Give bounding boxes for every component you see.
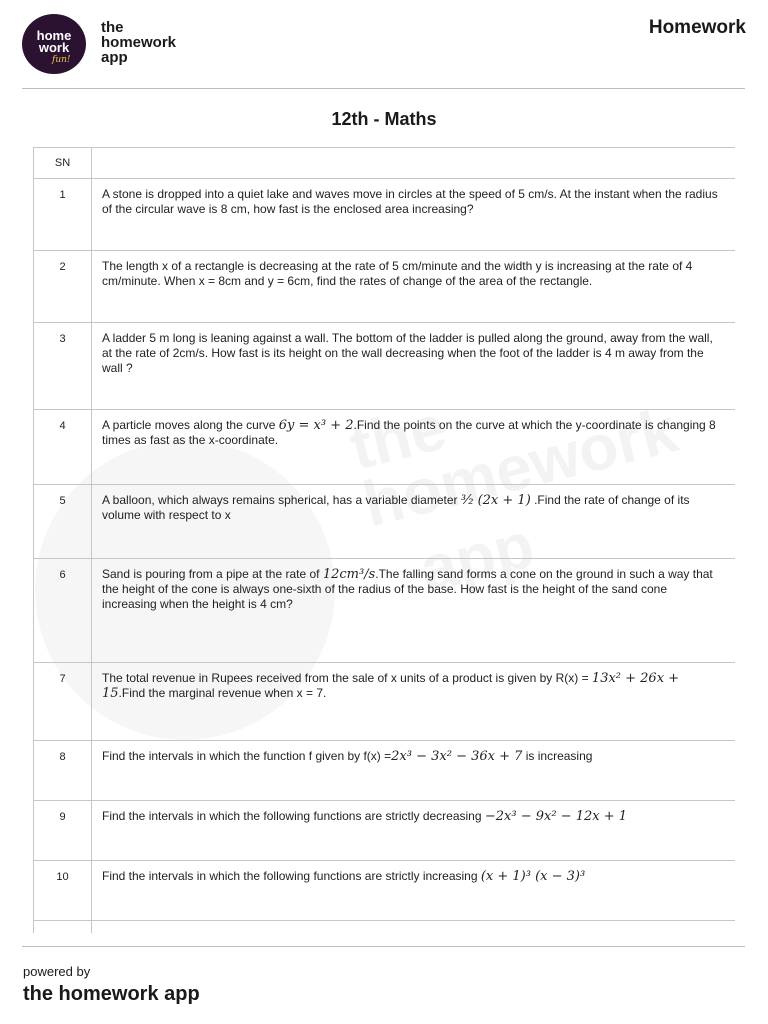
app-logo bbox=[22, 14, 86, 74]
empty-cell bbox=[34, 921, 92, 934]
page-title: 12th - Maths bbox=[331, 109, 437, 129]
table-row bbox=[34, 801, 736, 861]
question-number: 3 bbox=[34, 323, 92, 410]
logo-tagline: fun! bbox=[52, 55, 71, 65]
logo-text-work: work bbox=[38, 40, 70, 55]
question-number: 7 bbox=[34, 663, 92, 741]
page-header bbox=[0, 0, 768, 88]
question-text bbox=[92, 801, 736, 861]
question-text-segment: Find the intervals in which the following functions are strictly decreasing bbox=[102, 809, 485, 823]
logo-text-home: home bbox=[36, 28, 72, 43]
question-text-segment: A balloon, which always remains spherical, has a variable diameter bbox=[102, 493, 461, 507]
table-header-row bbox=[34, 148, 736, 179]
question-number: 4 bbox=[34, 410, 92, 485]
question-text bbox=[92, 179, 736, 251]
math-expression: (x + 1)³ (x − 3)³ bbox=[480, 869, 586, 884]
document-type-label: Homework bbox=[648, 17, 746, 38]
question-text bbox=[92, 741, 736, 801]
question-text bbox=[92, 410, 736, 485]
header-divider bbox=[22, 88, 745, 89]
footer-brand-name: the homework app bbox=[23, 983, 200, 1005]
question-text-segment: is increasing bbox=[522, 749, 593, 763]
math-expression: −2x³ − 9x² − 12x + 1 bbox=[484, 809, 627, 824]
table-row bbox=[34, 410, 736, 485]
question-text-segment: The length x of a rectangle is decreasing at the rate of 5 cm/minute and the width y is increasing at the rate of 4 cm/minute. When x = 8cm and y = 6cm, find the rates of change of the area of the rectangle. bbox=[102, 259, 693, 288]
question-number: 2 bbox=[34, 251, 92, 323]
column-header-question bbox=[92, 148, 736, 179]
math-expression: 6y = x³ + 2 bbox=[278, 418, 354, 433]
question-table-body bbox=[34, 179, 736, 934]
question-text-segment: .The falling sand forms a cone on the ground in such a way that the height of the cone is always one-sixth of the radius of the base. How fast is the height of the sand cone increasing when the height is 4 cm? bbox=[102, 567, 713, 611]
column-header-sn: SN bbox=[34, 148, 92, 179]
question-number: 6 bbox=[34, 559, 92, 663]
math-expression: 2x³ − 3x² − 36x + 7 bbox=[391, 749, 523, 764]
math-expression: 13x² + 26x + 15 bbox=[102, 671, 680, 701]
question-text-segment: Sand is pouring from a pipe at the rate of bbox=[102, 567, 323, 581]
question-text-segment: Find the intervals in which the following functions are strictly increasing bbox=[102, 869, 481, 883]
footer-divider bbox=[22, 946, 745, 947]
table-row bbox=[34, 663, 736, 741]
question-text bbox=[92, 485, 736, 559]
question-text bbox=[92, 663, 736, 741]
question-text-segment: .Find the marginal revenue when x = 7. bbox=[118, 686, 327, 700]
question-text-segment: .Find the rate of change of its volume with respect to x bbox=[102, 493, 690, 522]
table-row bbox=[34, 179, 736, 251]
brand-line-1: the bbox=[101, 19, 124, 36]
question-text bbox=[92, 559, 736, 663]
table-row bbox=[34, 861, 736, 921]
math-expression: 12cm³/s bbox=[322, 567, 376, 582]
question-number: 9 bbox=[34, 801, 92, 861]
brand-line-3: app bbox=[101, 49, 128, 66]
empty-cell bbox=[92, 921, 736, 934]
question-text-segment: A stone is dropped into a quiet lake and waves move in circles at the speed of 5 cm/s. At the instant when the radius of the circular wave is 8 cm, how fast is the enclosed area increasing? bbox=[102, 187, 718, 216]
table-row bbox=[34, 559, 736, 663]
question-number: 10 bbox=[34, 861, 92, 921]
question-table-container bbox=[33, 147, 735, 933]
math-expression: ³⁄₂ (2x + 1) bbox=[460, 493, 531, 508]
question-number: 5 bbox=[34, 485, 92, 559]
brand-line-2: homework bbox=[101, 34, 177, 51]
question-text bbox=[92, 251, 736, 323]
table-row bbox=[34, 323, 736, 410]
question-table bbox=[33, 147, 735, 933]
question-text bbox=[92, 323, 736, 410]
question-text-segment: The total revenue in Rupees received from the sale of x units of a product is given by R(x) = bbox=[102, 671, 592, 685]
table-row-empty bbox=[34, 921, 736, 934]
question-text-segment: A particle moves along the curve bbox=[102, 418, 279, 432]
brand-name bbox=[101, 20, 176, 65]
footer-powered-by: powered by bbox=[23, 964, 91, 979]
table-row bbox=[34, 741, 736, 801]
table-row bbox=[34, 251, 736, 323]
question-text-segment: Find the intervals in which the function f given by f(x) = bbox=[102, 749, 392, 763]
question-text bbox=[92, 861, 736, 921]
question-number: 8 bbox=[34, 741, 92, 801]
question-text-segment: A ladder 5 m long is leaning against a wall. The bottom of the ladder is pulled along the ground, away from the wall, at the rate of 2cm/s. How fast is its height on the wall decreasing when the foot of the ladder is 4 m away from the wall ? bbox=[102, 331, 713, 375]
question-number: 1 bbox=[34, 179, 92, 251]
table-row bbox=[34, 485, 736, 559]
question-text-segment: .Find the points on the curve at which the y-coordinate is changing 8 times as fast as the x-coordinate. bbox=[102, 418, 716, 447]
